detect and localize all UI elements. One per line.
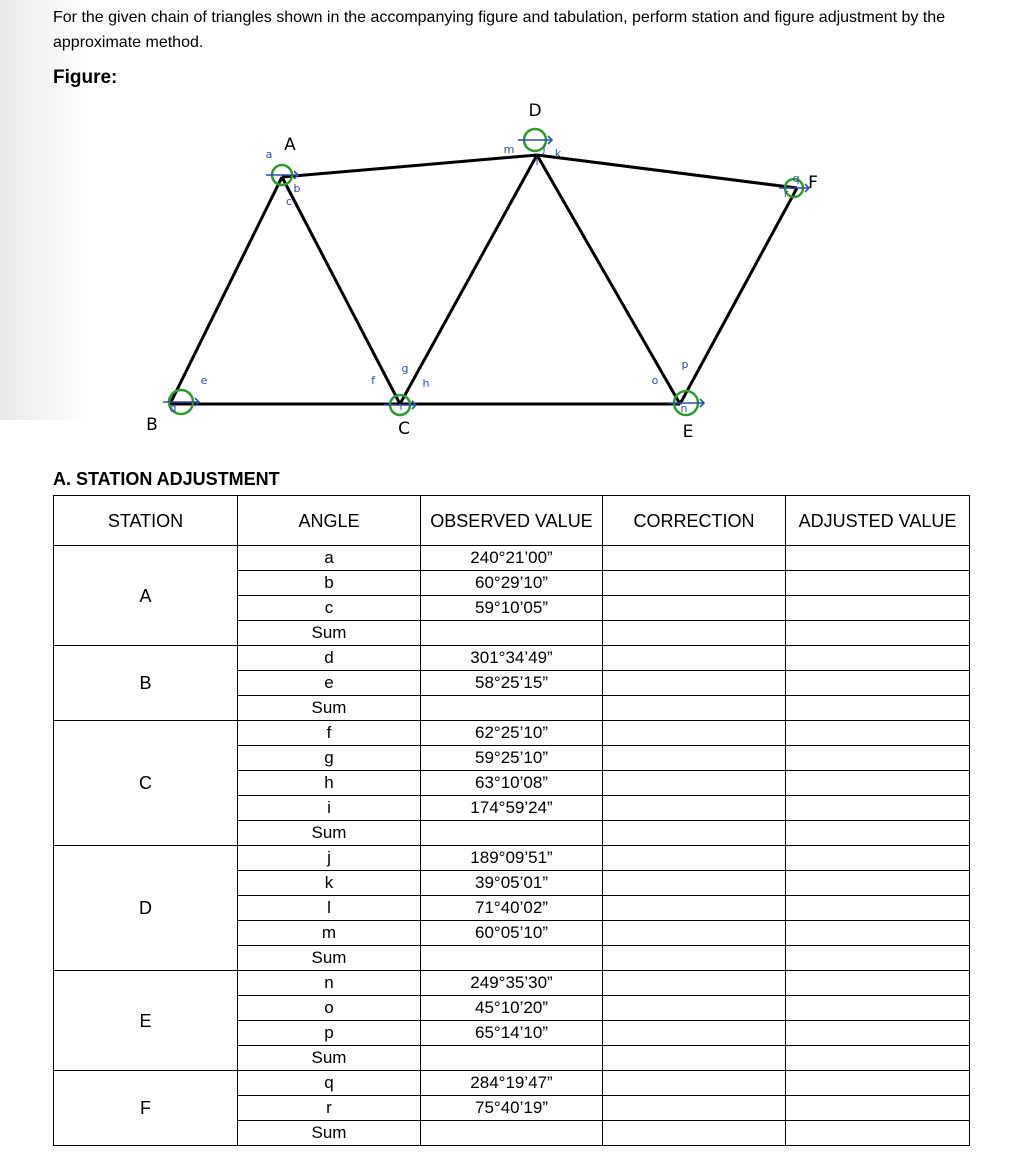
figure-label: Figure: xyxy=(53,67,118,88)
observed-value-cell xyxy=(421,1046,603,1071)
angle-cell: a xyxy=(238,546,421,571)
table-body xyxy=(54,546,970,1146)
angle-cell: c xyxy=(238,596,421,621)
angle-label-b: b xyxy=(293,182,301,195)
station-label-A: A xyxy=(284,135,296,155)
adjusted-value-cell[interactable] xyxy=(786,1096,970,1121)
correction-cell[interactable] xyxy=(603,921,786,946)
angle-label-m: m xyxy=(503,143,515,156)
adjusted-value-cell[interactable] xyxy=(786,846,970,871)
station-label-C: C xyxy=(398,419,410,439)
adjusted-value-cell[interactable] xyxy=(786,646,970,671)
angle-label-k: k xyxy=(554,147,562,160)
observed-value-cell: 59°25’10” xyxy=(421,746,603,771)
angle-label-g: g xyxy=(401,362,409,375)
table-row xyxy=(54,546,970,571)
angle-label-o: o xyxy=(651,374,659,387)
angle-label-q: q xyxy=(792,172,800,185)
adjusted-value-cell[interactable] xyxy=(786,1021,970,1046)
angle-cell: Sum xyxy=(238,1046,421,1071)
correction-cell[interactable] xyxy=(603,1071,786,1096)
problem-statement: For the given chain of triangles shown in the accompanying figure and tabulation, perform station and figure adjustment by the approximate method. xyxy=(53,9,946,51)
observed-value-cell: 284°19’47” xyxy=(421,1071,603,1096)
correction-cell[interactable] xyxy=(603,746,786,771)
observed-value-cell: 58°25’15” xyxy=(421,671,603,696)
adjusted-value-cell[interactable] xyxy=(786,821,970,846)
angle-cell: i xyxy=(238,796,421,821)
correction-cell[interactable] xyxy=(603,621,786,646)
correction-cell[interactable] xyxy=(603,871,786,896)
observed-value-cell: 189°09’51” xyxy=(421,846,603,871)
header-station: STATION xyxy=(54,496,238,546)
observed-value-cell: 301°34’49” xyxy=(421,646,603,671)
figure-labels xyxy=(146,101,818,442)
correction-cell[interactable] xyxy=(603,1021,786,1046)
angle-label-i: i xyxy=(399,400,403,413)
adjusted-value-cell[interactable] xyxy=(786,746,970,771)
angle-cell: k xyxy=(238,871,421,896)
edge-CD xyxy=(400,155,537,404)
angle-label-a: a xyxy=(265,148,273,161)
angle-cell: l xyxy=(238,896,421,921)
correction-cell[interactable] xyxy=(603,1046,786,1071)
correction-cell[interactable] xyxy=(603,571,786,596)
observed-value-cell: 240°21’00” xyxy=(421,546,603,571)
angle-cell: d xyxy=(238,646,421,671)
angle-arcs xyxy=(163,129,809,415)
station-cell: D xyxy=(54,846,238,971)
table-header-row xyxy=(54,496,970,546)
station-label-D: D xyxy=(528,101,542,121)
edge-BA xyxy=(170,177,282,404)
angle-cell: g xyxy=(238,746,421,771)
header-adjusted-value: ADJUSTED VALUE xyxy=(786,496,970,546)
edge-AD xyxy=(282,155,537,177)
correction-cell[interactable] xyxy=(603,546,786,571)
section-title: A. STATION ADJUSTMENT xyxy=(53,469,280,489)
angle-cell: Sum xyxy=(238,621,421,646)
adjusted-value-cell[interactable] xyxy=(786,546,970,571)
angle-cell: Sum xyxy=(238,821,421,846)
angle-cell: o xyxy=(238,996,421,1021)
correction-cell[interactable] xyxy=(603,946,786,971)
observed-value-cell: 71°40’02” xyxy=(421,896,603,921)
observed-value-cell: 174°59’24” xyxy=(421,796,603,821)
adjusted-value-cell[interactable] xyxy=(786,871,970,896)
correction-cell[interactable] xyxy=(603,696,786,721)
correction-cell[interactable] xyxy=(603,721,786,746)
angle-label-l: l xyxy=(535,155,539,168)
adjusted-value-cell[interactable] xyxy=(786,596,970,621)
observed-value-cell: 249°35’30” xyxy=(421,971,603,996)
angle-label-f: f xyxy=(371,374,375,387)
station-cell: F xyxy=(54,1071,238,1146)
correction-cell[interactable] xyxy=(603,846,786,871)
table-row xyxy=(54,721,970,746)
station-cell: C xyxy=(54,721,238,846)
edge-AC xyxy=(282,177,400,404)
observed-value-cell: 45°10’20” xyxy=(421,996,603,1021)
triangle-chain-figure xyxy=(0,0,1012,460)
angle-cell: f xyxy=(238,721,421,746)
angle-label-c: c xyxy=(285,195,293,208)
table-row xyxy=(54,646,970,671)
station-label-F: F xyxy=(808,173,818,193)
observed-value-cell: 62°25’10” xyxy=(421,721,603,746)
observed-value-cell: 75°40’19” xyxy=(421,1096,603,1121)
angle-cell: n xyxy=(238,971,421,996)
adjusted-value-cell[interactable] xyxy=(786,921,970,946)
adjusted-value-cell[interactable] xyxy=(786,621,970,646)
adjusted-value-cell[interactable] xyxy=(786,1071,970,1096)
station-adjustment-table xyxy=(53,495,970,1146)
correction-cell[interactable] xyxy=(603,596,786,621)
angle-label-p: p xyxy=(681,358,689,371)
observed-value-cell xyxy=(421,621,603,646)
angle-label-n: n xyxy=(680,402,688,415)
correction-cell[interactable] xyxy=(603,796,786,821)
station-cell: E xyxy=(54,971,238,1071)
angle-cell: r xyxy=(238,1096,421,1121)
header-angle: ANGLE xyxy=(238,496,421,546)
table-row xyxy=(54,846,970,871)
station-label-B: B xyxy=(146,415,158,435)
observed-value-cell xyxy=(421,1121,603,1146)
adjusted-value-cell[interactable] xyxy=(786,1046,970,1071)
angle-cell: Sum xyxy=(238,946,421,971)
adjusted-value-cell[interactable] xyxy=(786,896,970,921)
table-row xyxy=(54,971,970,996)
adjusted-value-cell[interactable] xyxy=(786,696,970,721)
angle-label-j: j xyxy=(542,142,546,155)
observed-value-cell: 59°10’05” xyxy=(421,596,603,621)
angle-cell: e xyxy=(238,671,421,696)
edge-DF xyxy=(537,155,797,188)
correction-cell[interactable] xyxy=(603,1121,786,1146)
correction-cell[interactable] xyxy=(603,996,786,1021)
observed-value-cell: 65°14’10” xyxy=(421,1021,603,1046)
adjusted-value-cell[interactable] xyxy=(786,1121,970,1146)
header-observed-value: OBSERVED VALUE xyxy=(421,496,603,546)
angle-cell: j xyxy=(238,846,421,871)
station-cell: A xyxy=(54,546,238,646)
angle-cell: Sum xyxy=(238,696,421,721)
correction-cell[interactable] xyxy=(603,671,786,696)
adjusted-value-cell[interactable] xyxy=(786,771,970,796)
station-label-E: E xyxy=(682,422,694,442)
correction-cell[interactable] xyxy=(603,971,786,996)
observed-value-cell xyxy=(421,696,603,721)
angle-cell: m xyxy=(238,921,421,946)
adjusted-value-cell[interactable] xyxy=(786,946,970,971)
adjusted-value-cell[interactable] xyxy=(786,796,970,821)
edge-DE xyxy=(537,155,680,404)
angle-label-e: e xyxy=(200,374,208,387)
edge-EF xyxy=(680,188,797,404)
correction-cell[interactable] xyxy=(603,1096,786,1121)
header-correction: CORRECTION xyxy=(603,496,786,546)
angle-label-d: d xyxy=(169,402,177,415)
correction-cell[interactable] xyxy=(603,896,786,921)
observed-value-cell: 60°05’10” xyxy=(421,921,603,946)
adjusted-value-cell[interactable] xyxy=(786,671,970,696)
observed-value-cell xyxy=(421,946,603,971)
observed-value-cell: 60°29’10” xyxy=(421,571,603,596)
adjusted-value-cell[interactable] xyxy=(786,971,970,996)
adjusted-value-cell[interactable] xyxy=(786,721,970,746)
correction-cell[interactable] xyxy=(603,646,786,671)
angle-cell: h xyxy=(238,771,421,796)
triangle-edges xyxy=(170,155,797,404)
adjusted-value-cell[interactable] xyxy=(786,571,970,596)
station-cell: B xyxy=(54,646,238,721)
angle-cell: b xyxy=(238,571,421,596)
observed-value-cell: 39°05’01” xyxy=(421,871,603,896)
observed-value-cell xyxy=(421,821,603,846)
observed-value-cell: 63°10’08” xyxy=(421,771,603,796)
correction-cell[interactable] xyxy=(603,821,786,846)
angle-cell: q xyxy=(238,1071,421,1096)
correction-cell[interactable] xyxy=(603,771,786,796)
angle-cell: p xyxy=(238,1021,421,1046)
angle-label-r: r xyxy=(783,187,789,200)
angle-cell: Sum xyxy=(238,1121,421,1146)
table-row xyxy=(54,1071,970,1096)
adjusted-value-cell[interactable] xyxy=(786,996,970,1021)
angle-label-h: h xyxy=(422,377,430,390)
